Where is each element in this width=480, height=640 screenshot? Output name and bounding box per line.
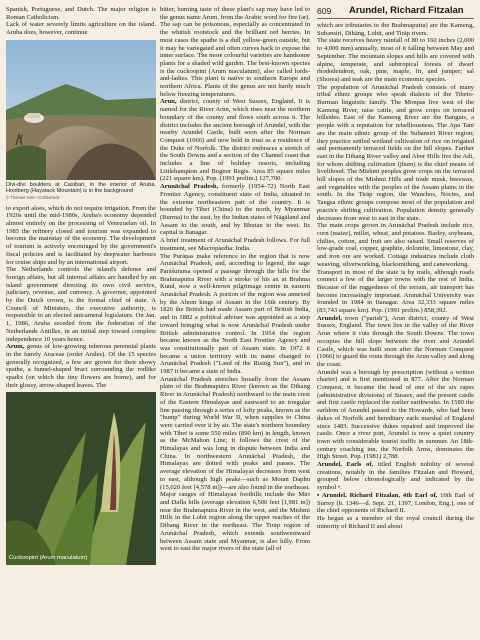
headword: Arun, <box>160 98 177 106</box>
entry-arum <box>6 343 156 389</box>
entry-text: 10th Earl of Surrey (b. 1346—d. Sept. 21, 1397, London, Eng.), one of the chief opponents of Richard II. <box>317 491 474 515</box>
entry-arundel-earls <box>317 461 474 492</box>
paragraph: The main crops grown in Arunāchal Pradesh include rice, corn (maize), millet, wheat, and potatoes. Barley, soybeans, chilies, cotton, and fruit are also raised. Small reserves of low-grade coal, copper, graphite, dolomite, limestone, clay, and iron ore are worked. Cottage industries include cloth weaving, silverworking, blacksmithing, and caneworking. <box>317 222 474 268</box>
entry-arunachal-pradesh <box>160 183 310 237</box>
headword: Arum, <box>6 343 25 351</box>
column-2 <box>160 6 310 553</box>
paragraph: which are tributaries to the Brahmaputra) are the Kameng, Subansiri, Dihāng, Lohit, and Tirāp rivers. <box>317 22 474 37</box>
entry-arundel-town <box>317 315 474 369</box>
photo-cuckoopint <box>6 392 156 565</box>
entry-arundel-richard <box>317 492 474 515</box>
page-number: 609 <box>317 6 332 16</box>
caption-text: Divi-divi boulders at Casibari, in the interior of Aruba. Hooiberg (Haystack Mountain) is in the background <box>6 181 156 195</box>
paragraph: Arundel was a borough by prescription (without a written charter) and is first mentioned in 877. After the Norman Conquest, it became the head of one of the six rapes (administrative divisions) of Sussex, and the present castle and first castle replaced the earlier earthworks. In 1580 the earldom of Arundel passed to the Howards, who had been dukes of Norfolk and hereditary earls marshal of England since 1483. Successive dukes repaired and improved the castle. Once a river port, Arundel is now a quiet country town with considerable tourist traffic in summer. An 18th-century coaching inn, the Norfolk Arms, dominates the High Street. Pop. (1981) 2,788. <box>317 368 474 461</box>
paragraph: The Netherlands controls the island's defense and foreign affairs, but all internal affairs are handled by an island government directing its own civil service, judiciary, revenue, and currency. A governor, appointed by the Dutch crown, is the formal chief of state. A Council of Ministers, the executive authority, is responsible to an elected unicameral legislature. On Jan. 1, 1986, Aruba seceded from the federation of the Netherlands Antilles, in an initial step toward complete independence 10 years hence. <box>6 266 156 343</box>
entry-text: formerly (1954–72) North East Frontier Agency, constituent state of India, situated in the extreme northeastern part of the country. It is bounded by Tibet (China) to the north, by Myanmar (Burma) to the east, by the Indian states of Nāgāland and Assam to the south, and by Bhutan to the west. Its capital is Itanagar. <box>160 183 310 237</box>
running-title: Arundel, Richard Fitzalan <box>349 5 464 16</box>
headword: Arundel, Earls of, <box>317 461 374 469</box>
entry-text: genus of low-growing tuberous perennial plants in the family Araceae (order Arales). Of the 15 species generally recognized, a few are grown for their showy spathe, a funnel-shaped bract surrounding the rodlike spadix (on which the tiny flowers are borne), and for their glossy, arrow-shaped leaves. The <box>6 343 156 389</box>
entry-text: titled English nobility of several creations, notably in the families Fitzalan and Howard, grouped below chronologically and indicated by the symbol •. <box>317 461 474 492</box>
entry-text: town ("parish"), Arun district, county of West Sussex, England. The town lies in the valley of the River Arun where it cuts through the South Downs. The town occupies the hill slope between the river and Arundel Castle, which was built soon after the Norman Conquest (1066) to guard the route through the Arun valley and along the coast. <box>317 314 474 368</box>
entry-arun <box>160 98 310 183</box>
photo-credit: © Thomas Ives—Corbis/rock <box>6 195 60 200</box>
entry-text: district, county of West Sussex, England. It is named for the River Arun, which rises near the northern boundary of the county and flows south across it. The district includes the ancient borough of Arundel, with the nearby Arundel Castle, built soon after the Norman Conquest (1066) and now held in trust as a residence of the Duke of Norfolk. The district embraces a stretch of the South Downs and a section of the Channel coast that includes a line of holiday resorts, including Littlehampton and Bognor Regis. Area 85 square miles (221 square km). Pop. (1991 prelim.) 127,700. <box>160 98 310 183</box>
headword: Arundel, <box>317 314 342 322</box>
paragraph: to export aloes, which do not require irrigation. From the 1920s until the mid-1980s, Aruba's economy depended almost entirely on the processing of Venezuelan oil. In 1985 the refinery closed and tourism was expanded to become the mainstay of the economy. The development of tourism is actively encouraged by the government's fiscal policies and is facilitated by deepwater harbours for cruise ships and by an international airport. <box>6 204 156 266</box>
paragraph: Lack of water severely limits agriculture on the island. Aruba does, however, continue <box>6 21 156 37</box>
paragraph: The population of Arunāchal Pradesh consists of many tribal ethnic groups who speak dialects of the Tibeto-Burman linguistic family. The Monpas live west of the Kameng River, raise cattle, and grow crops on terraced hillsides. East of the Kameng River are the Banguis, a people with a reputation for rebelliousness. The Apa Tani are the main ethnic group of the Subansiri River region; they practice settled wetland cultivation of rice on irrigated and permanently terraced fields on the hill slopes. Farther east in the Dihang River valley and Abor Hills live the Adi, for whom shifting cultivation (jhum) is the chief means of livelihood. The Mishmi peoples grow crops on the terraced hill slopes of the Mishmi Hills and trade musk, beeswax, and vegetables with the peoples of the Assam plains in the south. In the Tirāp region, the Wanchos, Noctes, and Tangsa ethnic groups compose most of the population and practice shifting cultivation. Population density generally decreases from west to east in the state. <box>317 83 474 222</box>
paragraph: Spanish, Portuguese, and Dutch. The major religion is Roman Catholicism. <box>6 6 156 21</box>
column-3 <box>317 22 474 530</box>
paragraph: He began as a member of the royal council during the minority of Richard II and about <box>317 515 474 530</box>
photo-caption <box>6 182 156 202</box>
cuckoopint-plant-image <box>6 392 156 565</box>
aruba-landscape-image <box>6 40 156 180</box>
paragraph: Transport in most of the state is by trails, although roads connect a few of the larger towns with the rest of India. Because of the ruggedness of the terrain, air transport has become increasingly important. Arunāchal University was founded in 1984 in Itanagar. Area 32,333 square miles (83,743 square km). Pop. (1991 prelim.) 858,392. <box>317 268 474 315</box>
headword: Arunāchal Pradesh, <box>160 183 219 191</box>
paragraph: Arunāchal Pradesh stretches broadly from the Assam plain of the Brahmaputra River (known as the Dihang River in Arunāchal Pradesh) northward to the main crest of the Eastern Himalayas and eastward to an irregular line passing through a series of lofty peaks, known as the "hump" during World War II, when supplies to China were carried over it by air. The state's northern boundary with Tibet is some 550 miles (890 km) in length, known as the McMahon Line; it follows the crest of the Himalayas and was long in dispute between India and China. In northwestern Arunāchal Pradesh, the Himalayas are dotted with peaks and passes. The average elevation of the Himalayas decreases from west to east, although high peaks—such as Mount Daphu (15,020 feet [4,578 m])—are also found in the northeast. Major ranges of Himalayan foothills include the Miri and Dafla hills (average elevation 6,500 feet [1,981 m]) near the Brahmaputra River in the west, and the Mishmi Hills in the Lohit region along the upper reaches of the Dibang River in the northeast. The Tirāp region of Arunāchal Pradesh, which extends southwestward between Assam state and Myanmar, is also hilly. From west to east the major rivers of the state (all of <box>160 375 310 553</box>
paragraph: bitter, burning taste of these plant's sap may have led to the genus name Arum, from the Arabic word for fire (ar). The sap can be poisonous, especially as concentrated in the whitish rootstock and the brilliant red berries. In most cases the spathe is a dull yellow-green outside, but it may be variegated and often curves back to expose the inner surface. The more colourful varieties are handsome plants for a shaded wild garden. The best-known species is the cuckoopint (Arum maculatum), also called lords-and-ladies. This plant is native to southern Europe and northern Africa. Plants of the genus are not hardy much below freezing temperatures. <box>160 6 310 98</box>
photo-caption: Cuckoopint (Arum maculatum) <box>9 554 88 561</box>
photo-aruba-boulders <box>6 40 156 180</box>
page-header <box>317 4 474 19</box>
column-1 <box>6 6 156 567</box>
paragraph: A brief treatment of Arunāchal Pradesh follows. For full treatment, see Macropaedia: India. <box>160 237 310 252</box>
paragraph: The Purāṇas make reference to the region that is now Arunāchal Pradesh, and, according to legend, the sage Parāśurama opened a passage through the hills for the Brahmaputra River with a stroke of his ax at Brahma Kund, now a well-known pilgrimage centre in eastern Arunāchal Pradesh. A portion of the region was annexed by the Ahom kings of Assam in the 16th century. By 1826 the British had made Assam part of British India, and in 1882 a political adviser was appointed as a step toward bringing what is now Arunāchal Pradesh under British administrative control. In 1954 the region became known as the North East Frontier Agency and was constitutionally part of Assam state. In 1972 it became a union territory with its name changed to Arunāchal Pradesh ("Land of the Rising Sun"), and in 1987 it became a state of India. <box>160 252 310 376</box>
headword: • Arundel, Richard Fitzalan, 4th Earl of, <box>317 491 438 499</box>
paragraph: The state receives heavy rainfall of 80 to 160 inches (2,000 to 4,000 mm) annually, most of it falling between May and September. The mountain slopes and hills are covered with alpine, temperate, and subtropical forests of dwarf rhododendron, oak, pine, maple, fir, and juniper; sal (Shorea) and teak are the main economic species. <box>317 37 474 83</box>
